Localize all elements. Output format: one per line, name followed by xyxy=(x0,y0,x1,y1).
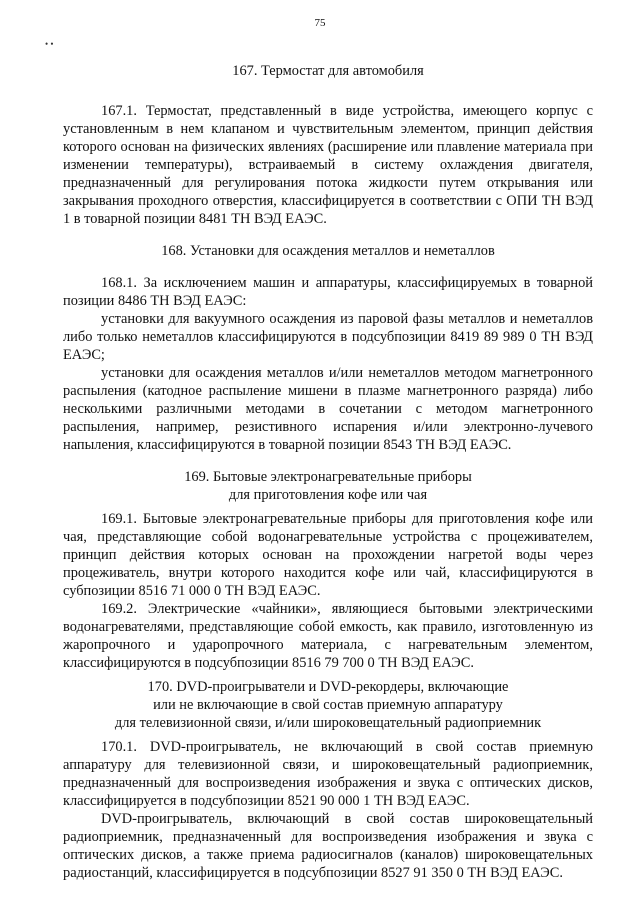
scan-speck: • • xyxy=(45,39,54,49)
heading-line: для телевизионной связи, и/или широковещательный радиоприемник xyxy=(114,715,542,731)
section-170 xyxy=(63,678,593,882)
paragraph: 167.1. Термостат, представленный в виде устройства, имеющего корпус с установленным в нем клапаном и чувствительным элементом, принцип действия которого основан на физических явлениях (расширение или плавление материала при изменении температуры), встраиваемый в систему охлаждения двигателя, предназначенный для регулирования потока жидкости путем открывания или закрывания проходного отверстия, классифицируется в соответствии с ОПИ ТН ВЭД 1 в товарной позиции 8481 ТН ВЭД ЕАЭС. xyxy=(63,103,593,227)
paragraph: установки для вакуумного осаждения из паровой фазы металлов и неметаллов либо только неметаллов классифицируются в подсубпозиции 8419 89 989 0 ТН ВЭД ЕАЭС; xyxy=(63,311,593,363)
heading-line: для приготовления кофе или чая xyxy=(228,487,428,503)
page-number: 75 xyxy=(314,17,326,29)
document-body xyxy=(63,62,593,882)
heading-line: или не включающие в свой состав приемную аппаратуру xyxy=(153,697,503,713)
section-heading xyxy=(63,242,593,260)
paragraph: установки для осаждения металлов и/или неметаллов методом магнетронного распыления (катодное распыление мишени в плазме магнетронного разряда) либо несколькими различными методами в сочетании с методом магнетронного распыления, например, резистивного испарения и/или электронно-лучевого напыления, классифицируются в товарной позиции 8543 ТН ВЭД ЕАЭС. xyxy=(63,365,593,453)
paragraph: 169.1. Бытовые электронагревательные приборы для приготовления кофе или чая, представляющие собой водонагревательные устройства с процеживателем, принцип действия которых основан на прохождении нагретой воды через процеживатель, внутри которого находится кофе или чай, классифицируются в субпозиции 8516 71 000 0 ТН ВЭД ЕАЭС. xyxy=(63,511,593,599)
heading-line: 168. Установки для осаждения металлов и неметаллов xyxy=(161,243,495,259)
section-heading xyxy=(63,678,593,732)
paragraph: 169.2. Электрические «чайники», являющиеся бытовыми электрическими водонагревателями, представляющие собой емкость, как правило, изготовленную из жаропрочного и ударопрочного материала, с нагревательным элементом, классифицируются в подсубпозиции 8516 79 700 0 ТН ВЭД ЕАЭС. xyxy=(63,601,593,671)
section-heading xyxy=(63,62,593,80)
heading-line: 170. DVD-проигрыватели и DVD-рекордеры, включающие xyxy=(147,679,509,695)
paragraph: DVD-проигрыватель, включающий в свой состав широковещательный радиоприемник, предназначенный для воспроизведения изображения и звука с оптических дисков, а также приема радиосигналов (каналов) широковещательных радиостанций, классифицируется в подсубпозиции 8527 91 350 0 ТН ВЭД ЕАЭС. xyxy=(63,811,593,881)
paragraph: 168.1. За исключением машин и аппаратуры, классифицируемых в товарной позиции 8486 ТН ВЭД ЕАЭС: xyxy=(63,275,593,309)
section-167 xyxy=(63,62,593,228)
heading-line: 169. Бытовые электронагревательные приборы xyxy=(184,469,472,485)
section-168 xyxy=(63,242,593,454)
paragraph: 170.1. DVD-проигрыватель, не включающий в свой состав приемную аппаратуру для телевизионной связи, и широковещательный радиоприемник, предназначенный для воспроизведения изображения и звука с оптических дисков, классифицируется в подсубпозиции 8521 90 000 1 ТН ВЭД ЕАЭС. xyxy=(63,739,593,809)
heading-line: 167. Термостат для автомобиля xyxy=(232,63,424,79)
section-169 xyxy=(63,468,593,672)
section-heading xyxy=(63,468,593,504)
